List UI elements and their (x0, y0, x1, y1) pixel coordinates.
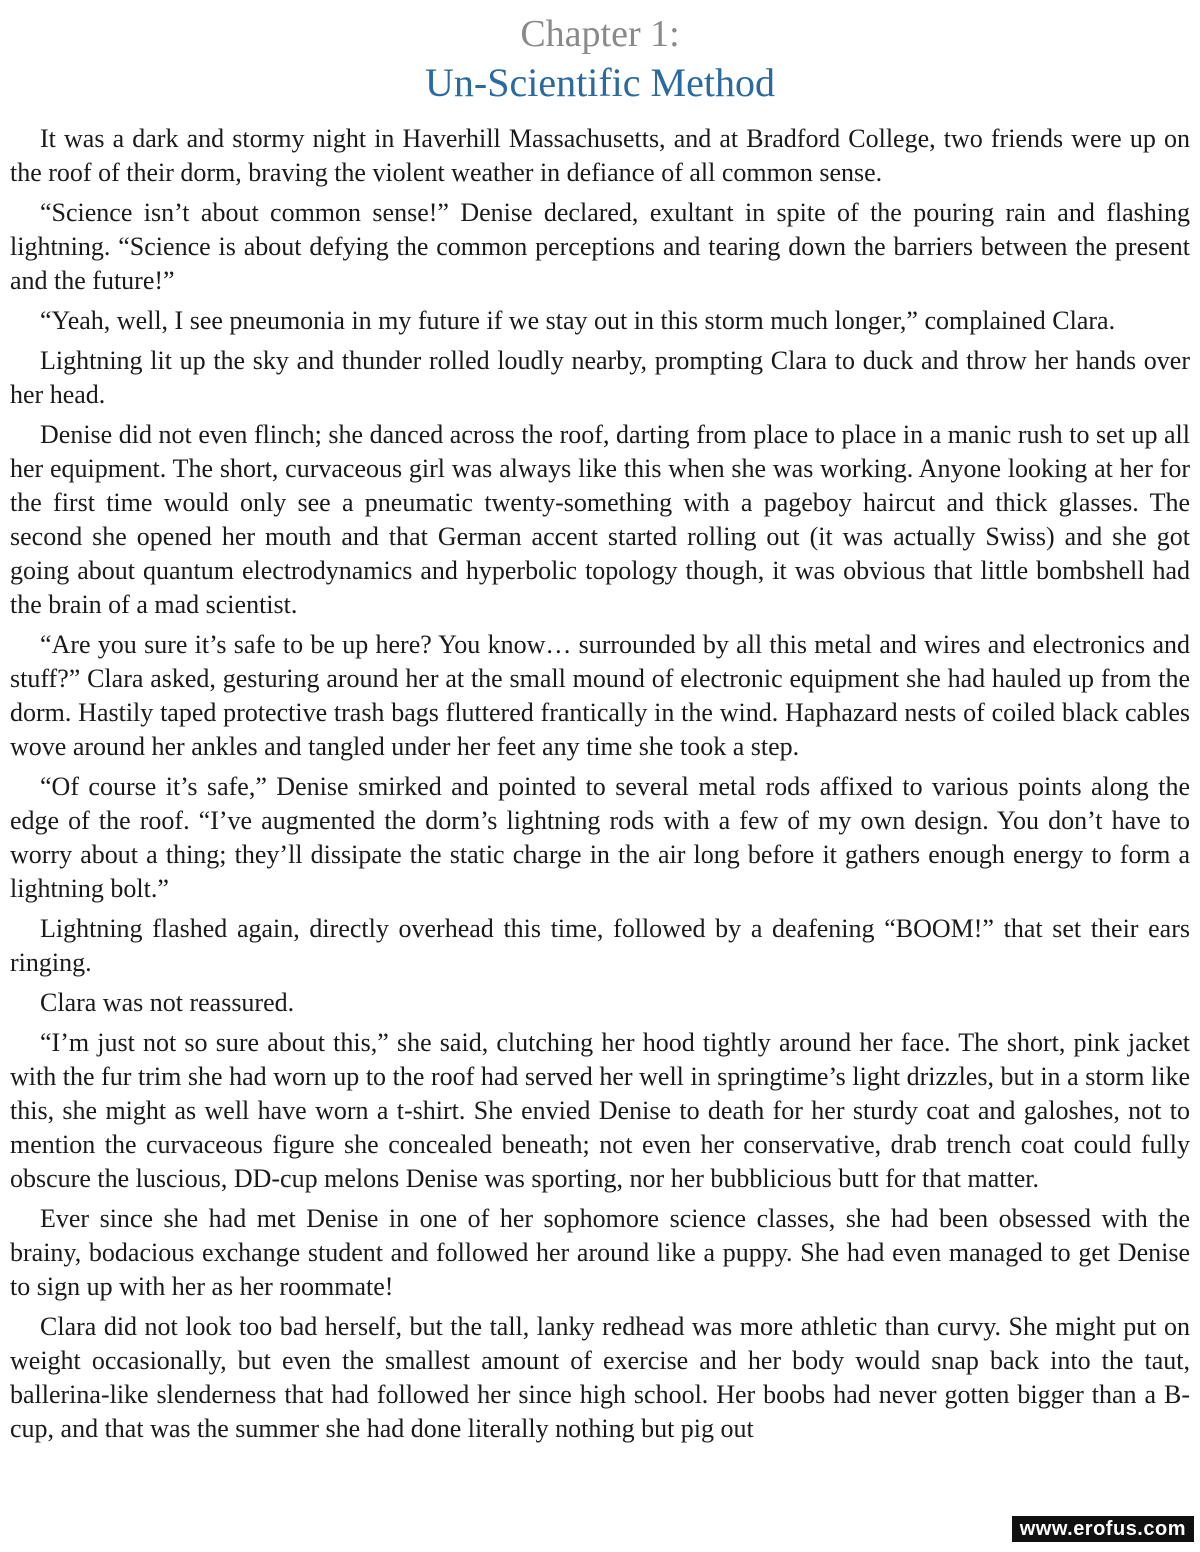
paragraph: “Yeah, well, I see pneumonia in my future if we stay out in this storm much longer,” complained Clara. (40, 306, 1116, 335)
paragraph: “I’m just not so sure about this,” she said, clutching her hood tightly around her face. The short, pink jacket with the fur trim she had worn up to the roof had served her well in springtime’s light drizzles, but in a storm like this, she might as well have worn a t-shirt. She envied Denise to death for her sturdy coat and galoshes, not to mention the curvaceous figure she concealed beneath; not even her conservative, drab trench coat could fully obscure the luscious, DD-cup melons Denise was sporting, nor her bubblicious butt for that matter. (10, 1028, 1190, 1193)
paragraph: Lightning flashed again, directly overhead this time, followed by a deafening “BOOM!” that set their ears ringing. (10, 914, 1190, 977)
paragraph: It was a dark and stormy night in Haverhill Massachusetts, and at Bradford College, two friends were up on the roof of their dorm, braving the violent weather in defiance of all common sense. (10, 124, 1190, 187)
paragraph: “Science isn’t about common sense!” Denise declared, exultant in spite of the pouring rain and flashing lightning. “Science is about defying the common perceptions and tearing down the barriers between the present and the future!” (10, 198, 1190, 295)
chapter-heading (10, 10, 1190, 108)
watermark: www.erofus.com (1012, 1516, 1194, 1542)
paragraph: Denise did not even flinch; she danced across the roof, darting from place to place in a manic rush to set up all her equipment. The short, curvaceous girl was always like this when she was working. Anyone looking at her for the first time would only see a pneumatic twenty-something with a pageboy haircut and thick glasses. The second she opened her mouth and that German accent started rolling out (it was actually Swiss) and she got going about quantum electrodynamics and hyperbolic topology though, it was obvious that little bombshell had the brain of a mad scientist. (10, 420, 1190, 619)
paragraph: Clara did not look too bad herself, but the tall, lanky redhead was more athletic than curvy. She might put on weight occasionally, but even the smallest amount of exercise and her body would snap back into the taut, ballerina-like slenderness that had followed her since high school. Her boobs had never gotten bigger than a B-cup, and that was the summer she had done literally nothing but pig out (10, 1312, 1190, 1443)
chapter-title: Un-Scientific Method (425, 60, 775, 105)
paragraph: “Of course it’s safe,” Denise smirked and pointed to several metal rods affixed to various points along the edge of the roof. “I’ve augmented the dorm’s lightning rods with a few of my own design. You don’t have to worry about a thing; they’ll dissipate the static charge in the air long before it gathers enough energy to form a lightning bolt.” (10, 772, 1190, 903)
paragraph: Lightning lit up the sky and thunder rolled loudly nearby, prompting Clara to duck and throw her hands over her head. (10, 346, 1190, 409)
paragraph: Ever since she had met Denise in one of her sophomore science classes, she had been obsessed with the brainy, bodacious exchange student and followed her around like a puppy. She had even managed to get Denise to sign up with her as her roommate! (10, 1204, 1190, 1301)
paragraph: “Are you sure it’s safe to be up here? You know… surrounded by all this metal and wires and electronics and stuff?” Clara asked, gesturing around her at the small mound of electronic equipment she had hauled up from the dorm. Hastily taped protective trash bags fluttered frantically in the wind. Haphazard nests of coiled black cables wove around her ankles and tangled under her feet any time she took a step. (10, 630, 1190, 761)
chapter-body (10, 122, 1190, 1446)
chapter-number: Chapter 1: (520, 13, 680, 55)
paragraph: Clara was not reassured. (40, 988, 295, 1017)
